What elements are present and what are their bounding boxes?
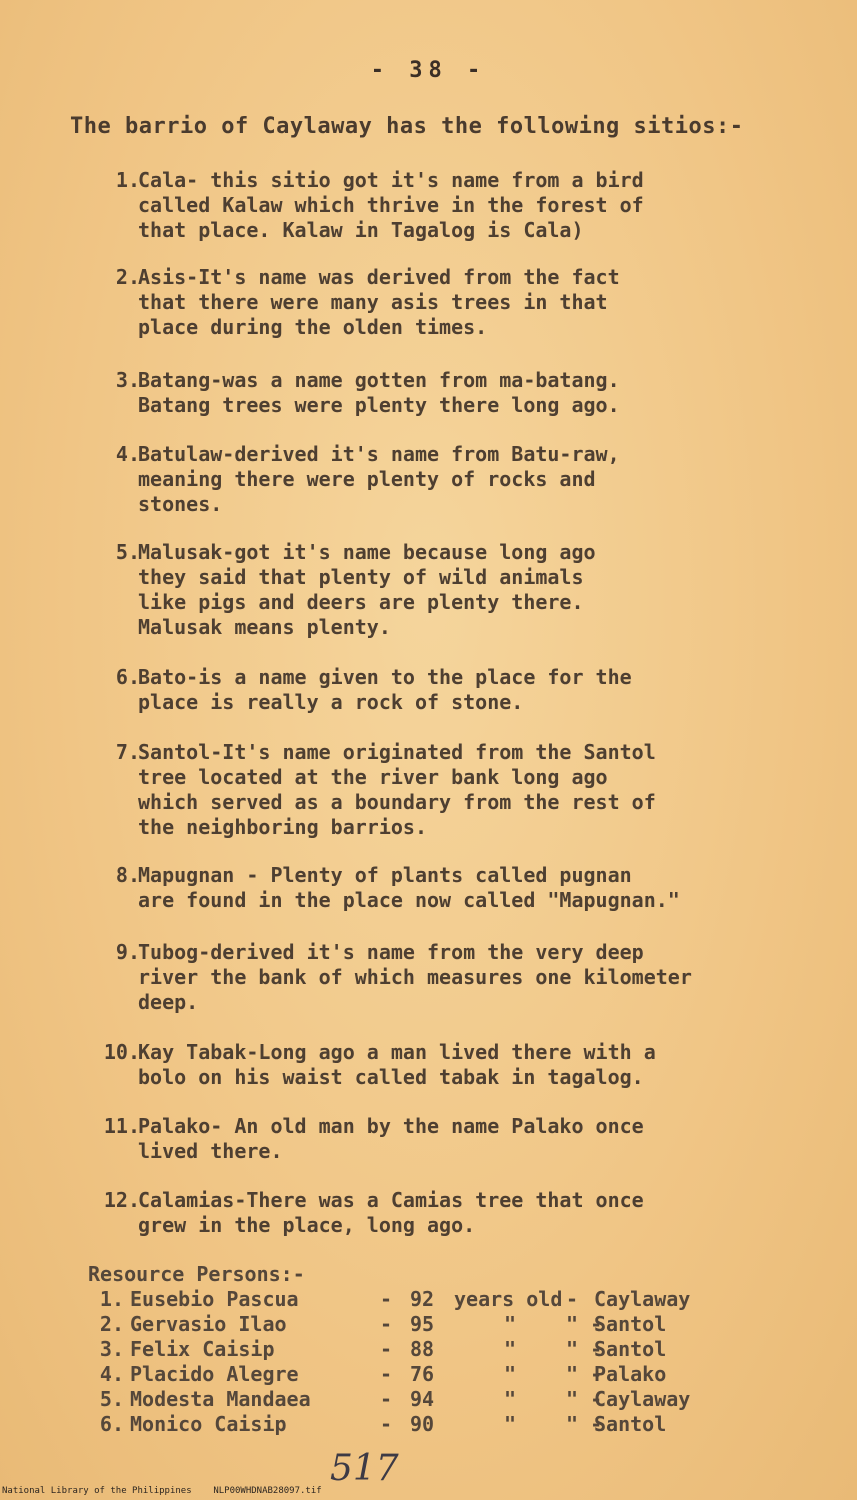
item-text: Malusak-got it's name because long ago they said that plenty of wild animals like pigs and deers are plenty there. Malusak means plenty. bbox=[138, 540, 596, 639]
person-age: 90 bbox=[410, 1412, 435, 1436]
separator-dash: - bbox=[380, 1337, 393, 1361]
item-text: Mapugnan - Plenty of plants called pugnan are found in the place now called "Mapugnan." bbox=[138, 863, 680, 912]
person-place: Santol bbox=[594, 1337, 667, 1361]
list-item bbox=[100, 1040, 656, 1090]
separator-dash: " - bbox=[566, 1312, 603, 1336]
person-place: Caylaway bbox=[594, 1387, 691, 1411]
person-name: Placido Alegre bbox=[130, 1362, 299, 1386]
item-text: Kay Tabak-Long ago a man lived there with a bolo on his waist called tabak in tagalog. bbox=[138, 1040, 656, 1089]
item-number: 3. bbox=[115, 368, 140, 392]
item-text: Santol-It's name originated from the Santol tree located at the river bank long ago which served as a boundary from the rest of the neighboring barrios. bbox=[138, 740, 656, 839]
item-number: 5. bbox=[115, 540, 140, 564]
list-item bbox=[100, 540, 596, 640]
separator-dash: - bbox=[380, 1312, 393, 1336]
item-text: Calamias-There was a Camias tree that once grew in the place, long ago. bbox=[138, 1188, 644, 1237]
separator-dash: " - bbox=[566, 1337, 603, 1361]
table-row bbox=[88, 1412, 788, 1437]
person-number: 2. bbox=[99, 1312, 124, 1336]
age-unit: years old bbox=[454, 1287, 563, 1311]
item-text: Cala- this sitio got it's name from a bird called Kalaw which thrive in the forest of that place. Kalaw in Tagalog is Cala) bbox=[138, 168, 644, 242]
item-number: 4. bbox=[115, 442, 140, 466]
list-item bbox=[100, 940, 692, 1015]
item-text: Tubog-derived it's name from the very deep river the bank of which measures one kilometer deep. bbox=[138, 940, 692, 1014]
person-age: 92 bbox=[410, 1287, 435, 1311]
person-name: Eusebio Pascua bbox=[130, 1287, 299, 1311]
person-place: Santol bbox=[594, 1412, 667, 1436]
item-number: 9. bbox=[115, 940, 140, 964]
list-item bbox=[100, 442, 620, 517]
person-place: Santol bbox=[594, 1312, 667, 1336]
page-number: - 38 - bbox=[370, 58, 487, 83]
person-place: Caylaway bbox=[594, 1287, 691, 1311]
item-number: 7. bbox=[115, 740, 140, 764]
person-name: Monico Caisip bbox=[130, 1412, 287, 1436]
table-row bbox=[88, 1312, 788, 1337]
item-text: Asis-It's name was derived from the fact that there were many asis trees in that place during the olden times. bbox=[138, 265, 620, 339]
item-text: Bato-is a name given to the place for the place is really a rock of stone. bbox=[138, 665, 632, 714]
person-age: 95 bbox=[410, 1312, 435, 1336]
item-number: 12. bbox=[103, 1188, 140, 1212]
list-item bbox=[100, 368, 620, 418]
separator-dash: - bbox=[380, 1387, 393, 1411]
person-number: 3. bbox=[99, 1337, 124, 1361]
item-text: Batang-was a name gotten from ma-batang. Batang trees were plenty there long ago. bbox=[138, 368, 620, 417]
age-unit: " bbox=[503, 1387, 517, 1411]
person-name: Modesta Mandaea bbox=[130, 1387, 311, 1411]
resource-persons bbox=[88, 1262, 788, 1437]
list-item bbox=[100, 168, 644, 243]
age-unit: " bbox=[503, 1337, 517, 1361]
item-text: Batulaw-derived it's name from Batu-raw, meaning there were plenty of rocks and stones. bbox=[138, 442, 620, 516]
person-name: Felix Caisip bbox=[130, 1337, 275, 1361]
item-text: Palako- An old man by the name Palako once lived there. bbox=[138, 1114, 644, 1163]
person-number: 4. bbox=[99, 1362, 124, 1386]
list-item bbox=[100, 665, 632, 715]
person-number: 6. bbox=[99, 1412, 124, 1436]
item-number: 6. bbox=[115, 665, 140, 689]
list-item bbox=[100, 863, 680, 913]
separator-dash: " - bbox=[566, 1362, 603, 1386]
table-row bbox=[88, 1337, 788, 1362]
person-number: 5. bbox=[99, 1387, 124, 1411]
person-age: 88 bbox=[410, 1337, 435, 1361]
person-age: 94 bbox=[410, 1387, 435, 1411]
handwritten-page-number: 517 bbox=[330, 1448, 399, 1489]
item-number: 2. bbox=[115, 265, 140, 289]
item-number: 11. bbox=[103, 1114, 140, 1138]
list-item bbox=[100, 740, 656, 840]
person-place: Palako bbox=[594, 1362, 667, 1386]
item-number: 8. bbox=[115, 863, 140, 887]
item-number: 10. bbox=[103, 1040, 140, 1064]
resource-persons-heading: Resource Persons:- bbox=[88, 1262, 305, 1286]
list-item bbox=[100, 265, 620, 340]
separator-dash: - bbox=[380, 1362, 393, 1386]
age-unit: " bbox=[503, 1362, 517, 1386]
separator-dash: - bbox=[380, 1287, 393, 1311]
separator-dash: - bbox=[380, 1412, 393, 1436]
age-unit: " bbox=[503, 1312, 517, 1336]
person-name: Gervasio Ilao bbox=[130, 1312, 287, 1336]
table-row bbox=[88, 1287, 788, 1312]
age-unit: " bbox=[503, 1412, 517, 1436]
table-row bbox=[88, 1387, 788, 1412]
list-item bbox=[100, 1188, 644, 1238]
separator-dash: - bbox=[566, 1287, 579, 1311]
separator-dash: " - bbox=[566, 1412, 603, 1436]
table-row bbox=[88, 1362, 788, 1387]
person-number: 1. bbox=[99, 1287, 124, 1311]
person-age: 76 bbox=[410, 1362, 435, 1386]
scan-footer: National Library of the Philippines NLP00WHDNAB28097.tif bbox=[2, 1486, 322, 1496]
intro-line: The barrio of Caylaway has the following sitios:- bbox=[70, 114, 744, 139]
item-number: 1. bbox=[115, 168, 140, 192]
list-item bbox=[100, 1114, 644, 1164]
separator-dash: " - bbox=[566, 1387, 603, 1411]
